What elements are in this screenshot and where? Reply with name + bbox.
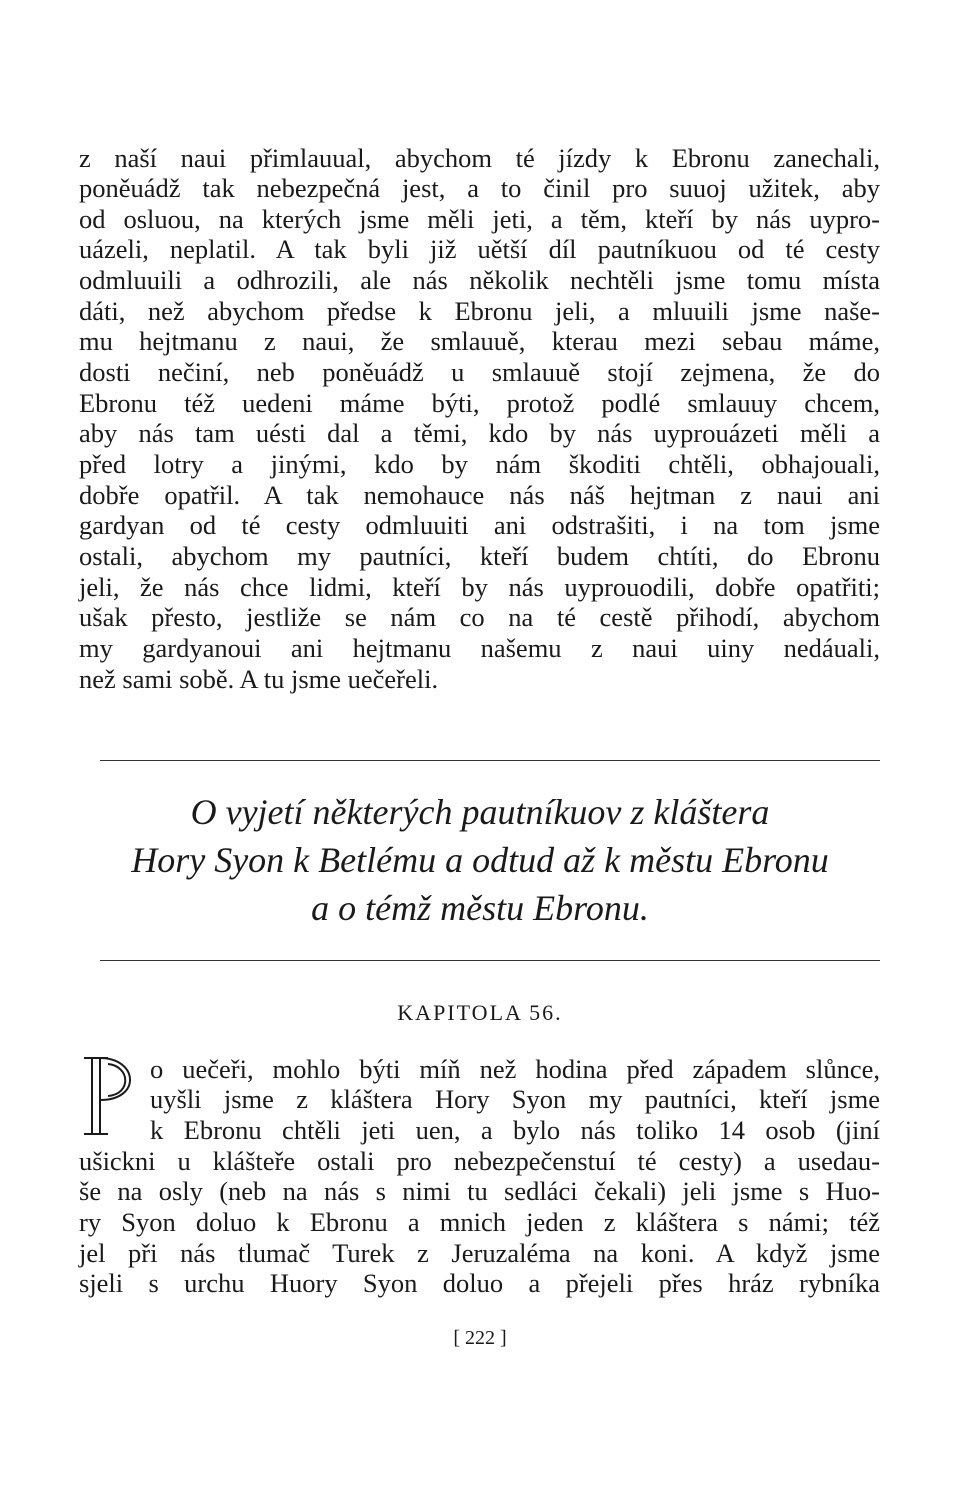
body-line: poněuádž tak nebezpečná jest, a to činil pro suuoj užitek, aby — [79, 173, 880, 203]
top-divider — [100, 760, 880, 761]
chapter-line: sjeli s urchu Huory Syon doluo a přejeli přes hráz rybníka — [79, 1268, 880, 1298]
body-line: od osluou, na kterých jsme měli jeti, a těm, kteří by nás uypro- — [79, 204, 880, 234]
chapter-line: k Ebronu chtěli jeti uen, a bylo nás toliko 14 osob (jiní — [150, 1115, 880, 1145]
body-line: dáti, než abychom předse k Ebronu jeli, a mluuili jsme naše- — [79, 296, 880, 326]
chapter-line: o uečeři, mohlo býti míň než hodina před západem slůnce, — [150, 1054, 880, 1084]
body-line: mu hejtmanu z naui, že smlauuě, kterau mezi sebau máme, — [79, 326, 880, 356]
body-line: my gardyanoui ani hejtmanu našemu z naui uiny nedáuali, — [79, 633, 880, 663]
body-line: uázeli, neplatil. A tak byli již uětší díl pautníkuou od té cesty — [79, 234, 880, 264]
body-line: dobře opatřil. A tak nemohauce nás náš hejtman z naui ani — [79, 480, 880, 510]
body-line: z naší naui přimlauual, abychom té jízdy k Ebronu zanechali, — [79, 143, 880, 173]
body-line: než sami sobě. A tu jsme uečeřeli. — [79, 664, 439, 694]
heading-line: O vyjetí některých pautníkuov z kláštera — [190, 792, 770, 832]
drop-cap-letter — [78, 1054, 148, 1138]
chapter-line: ry Syon doluo k Ebronu a mnich jeden z kláštera s námi; též — [79, 1207, 880, 1237]
body-line: odmluuili a odhrozili, ale nás několik nechtěli jsme tomu místa — [79, 265, 880, 295]
chapter-line: uyšli jsme z kláštera Hory Syon my pautníci, kteří jsme — [150, 1084, 880, 1114]
body-line: Ebronu též uedeni máme býti, protož podlé smlauuy chcem, — [79, 388, 880, 418]
chapter-label: KAPITOLA 56. — [397, 1000, 563, 1025]
heading-line: a o témž městu Ebronu. — [311, 888, 649, 928]
bottom-divider — [100, 960, 880, 961]
page-number: [ 222 ] — [453, 1327, 507, 1349]
body-line: ušak přesto, jestliže se nám co na té cestě přihodí, abychom — [79, 602, 880, 632]
body-line: dosti nečiní, neb poněuádž u smlauuě stojí zejmena, že do — [79, 357, 880, 387]
body-line: gardyan od té cesty odmluuiti ani odstrašiti, i na tom jsme — [79, 510, 880, 540]
body-line: před lotry a jinými, kdo by nám škoditi chtěli, obhajouali, — [79, 449, 880, 479]
body-line: ostali, abychom my pautníci, kteří budem chtíti, do Ebronu — [79, 541, 880, 571]
chapter-line: še na osly (neb na nás s nimi tu sedláci čekali) jeli jsme s Huo- — [79, 1176, 880, 1206]
body-line: aby nás tam uésti dal a těmi, kdo by nás uyprouázeti měli a — [79, 418, 880, 448]
body-line: jeli, že nás chce lidmi, kteří by nás uyprouodili, dobře opatřiti; — [79, 572, 880, 602]
chapter-line: ušickni u klášteře ostali pro nebezpečenstuí té cesty) a usedau- — [79, 1146, 880, 1176]
heading-line: Hory Syon k Betlému a odtud až k městu Ebronu — [131, 840, 829, 880]
chapter-line: jel při nás tlumač Turek z Jeruzaléma na koni. A když jsme — [79, 1238, 880, 1268]
